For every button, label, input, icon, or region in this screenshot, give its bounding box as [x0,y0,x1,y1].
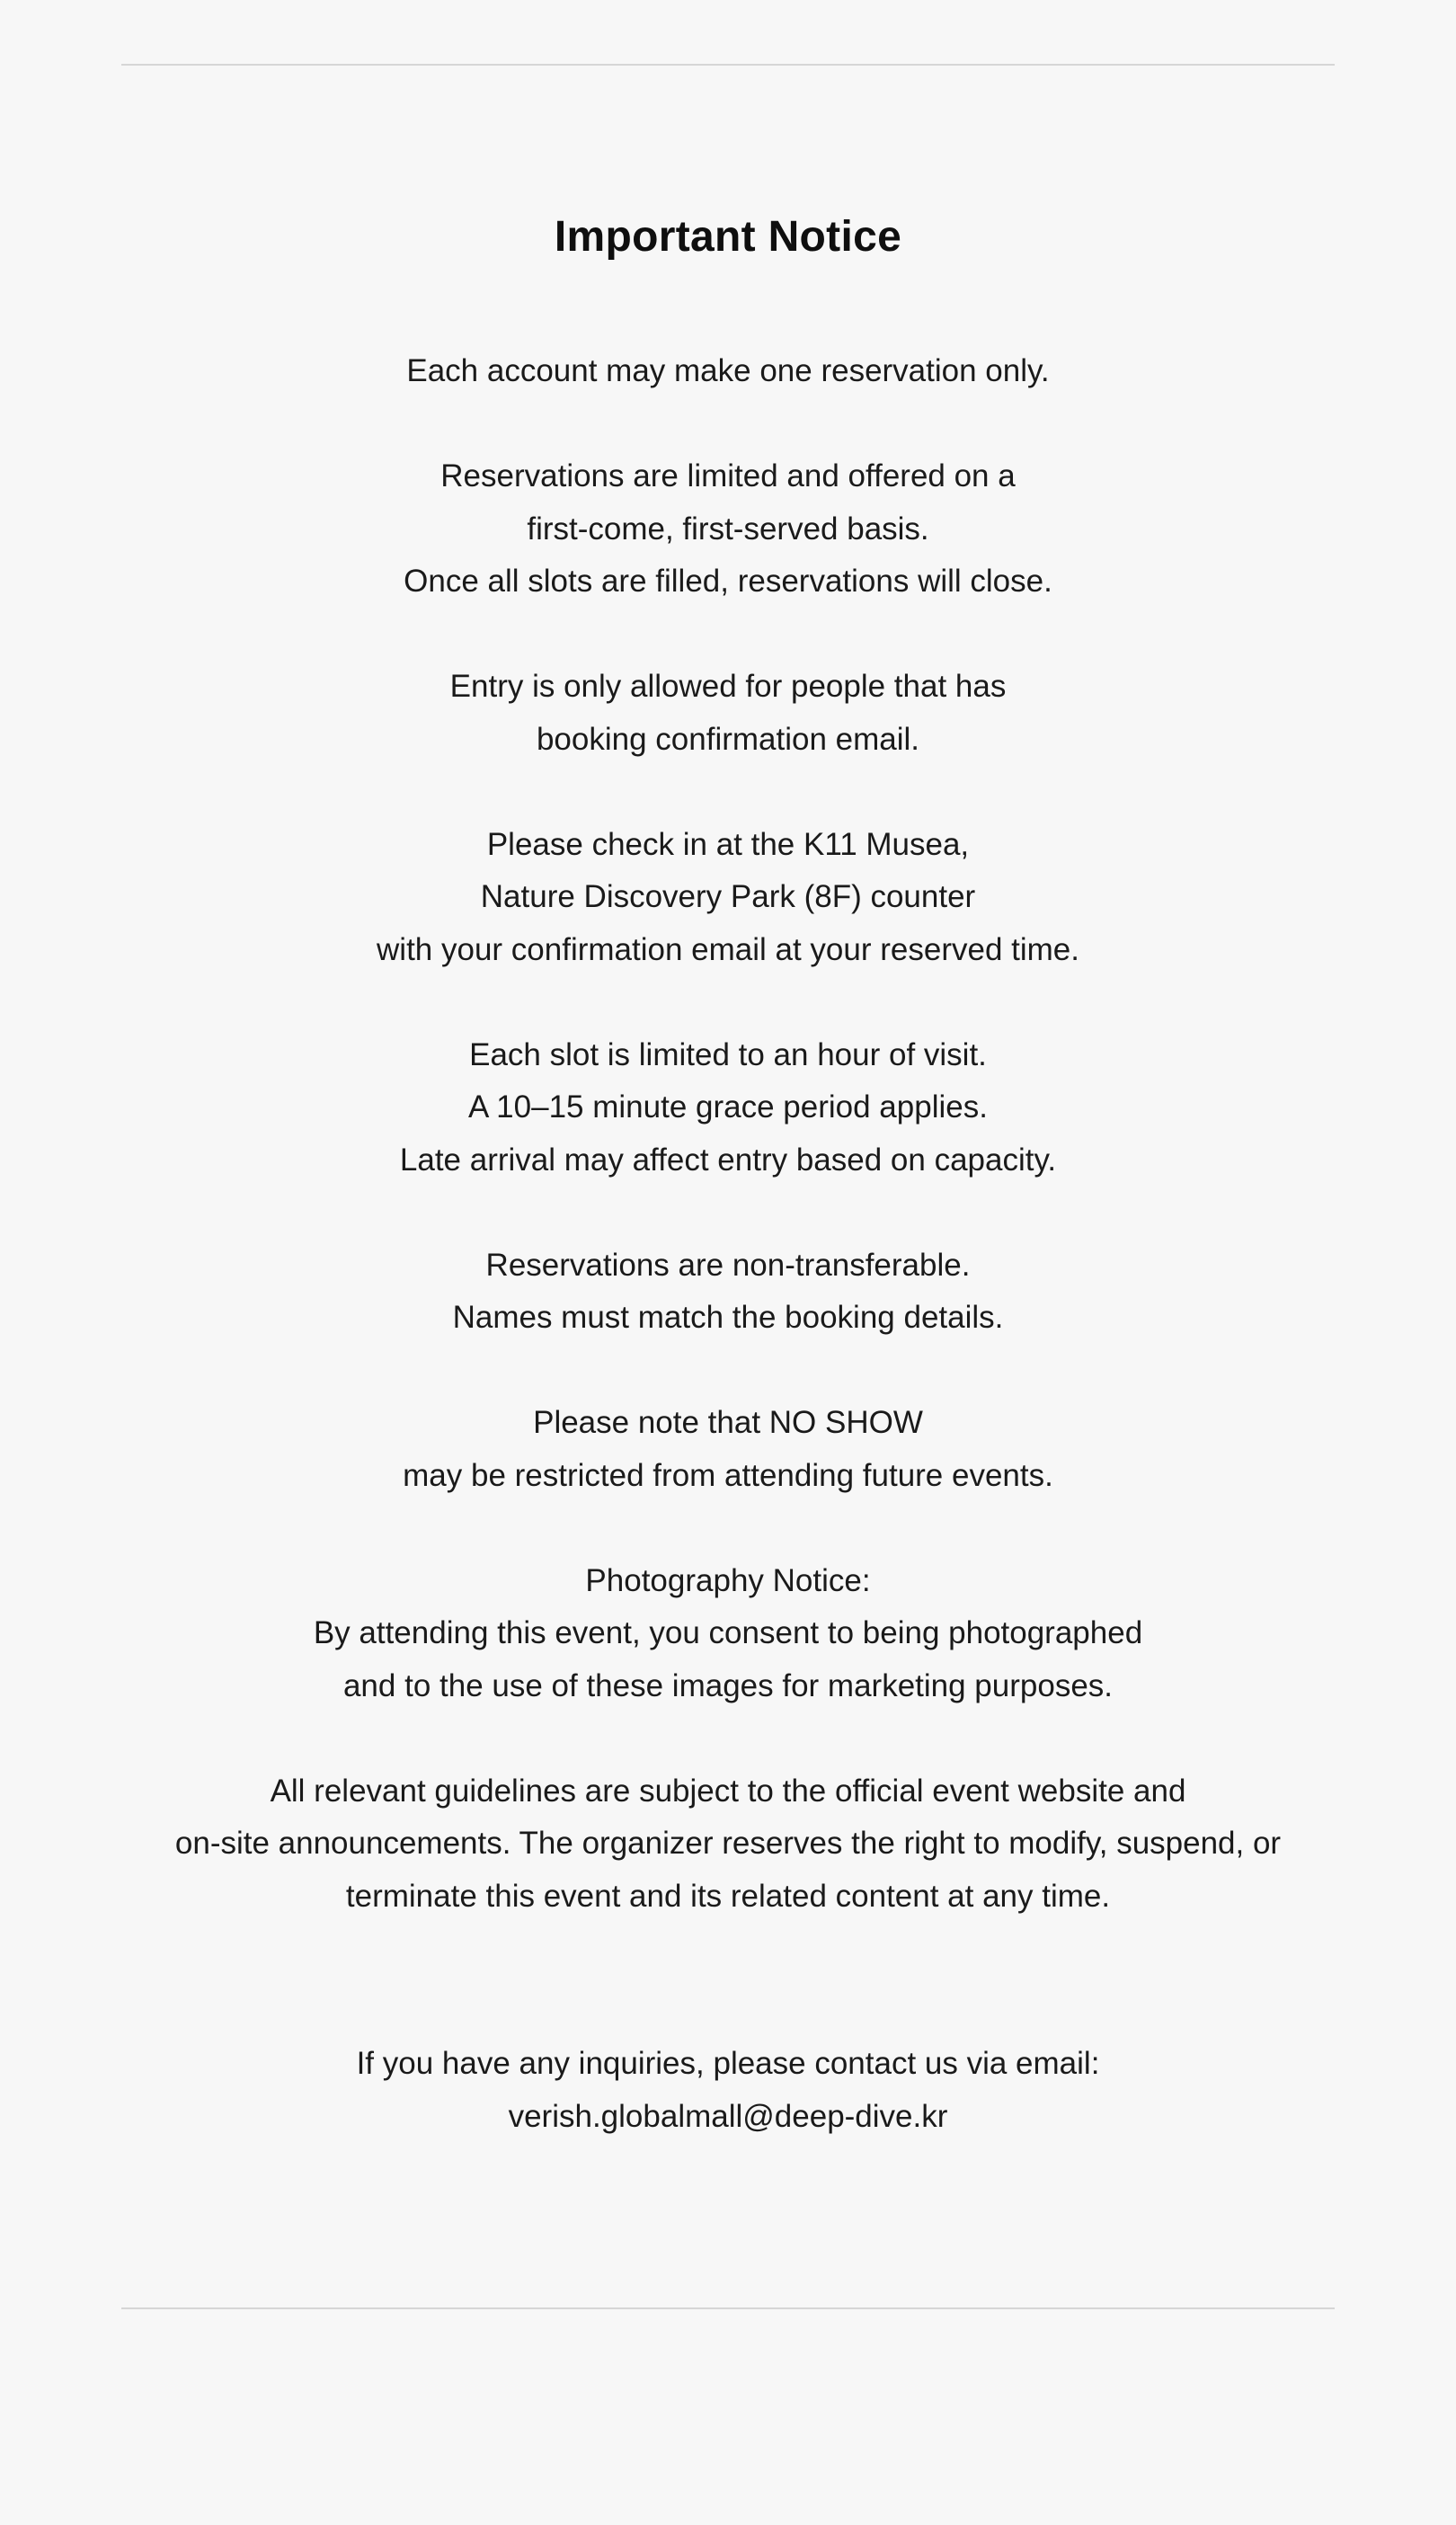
notice-paragraph-slot-duration [121,1029,1335,1187]
notice-line: Names must match the booking details. [452,1300,1004,1335]
notice-line: Late arrival may affect entry based on capacity. [399,1142,1057,1178]
notice-line: Reservations are limited and offered on a [440,458,1016,493]
notice-line: on-site announcements. The organizer reserves the right to modify, suspend, or [174,1826,1282,1861]
notice-line: Nature Discovery Park (8F) counter [480,879,976,914]
notice-paragraph-no-show [121,1397,1335,1502]
important-notice [121,205,1335,1976]
notice-paragraph-check-in [121,819,1335,977]
bottom-divider [121,2307,1335,2309]
top-divider [121,64,1335,66]
notice-line: first-come, first-served basis. [527,511,929,547]
notice-line: terminate this event and its related content at any time. [345,1878,1111,1914]
notice-line: Entry is only allowed for people that has [449,669,1007,704]
notice-paragraph-photography [121,1555,1335,1713]
notice-line: By attending this event, you consent to being photographed [313,1615,1143,1650]
notice-paragraph-entry [121,661,1335,766]
notice-title: Important Notice [554,213,902,261]
notice-line: Each slot is limited to an hour of visit. [469,1036,987,1072]
notice-line: may be restricted from attending future events. [403,1457,1053,1493]
notice-line: All relevant guidelines are subject to the official event website and [270,1773,1186,1809]
notice-paragraph-guidelines [121,1765,1335,1924]
notice-line: Please check in at the K11 Musea, [486,826,970,862]
contact-email-link[interactable]: verish.globalmall@deep-dive.kr [508,2098,948,2134]
notice-paragraph-account-limit [121,345,1335,398]
notice-line: with your confirmation email at your reserved time. [377,931,1079,967]
contact-section [121,2038,1335,2143]
notice-line: Please note that NO SHOW [533,1405,923,1440]
notice-line: Each account may make one reservation only. [406,353,1050,388]
notice-paragraph-first-come [121,450,1335,609]
notice-line: A 10–15 minute grace period applies. [468,1089,988,1125]
notice-line: Photography Notice: [585,1562,871,1598]
notice-paragraphs [121,345,1335,1923]
notice-line: Once all slots are filled, reservations will close. [404,564,1052,599]
notice-line: Reservations are non-transferable. [485,1247,971,1283]
contact-text: If you have any inquiries, please contact us via email: [356,2046,1100,2081]
notice-paragraph-non-transferable [121,1240,1335,1345]
notice-line: and to the use of these images for marketing purposes. [342,1667,1114,1703]
notice-line: booking confirmation email. [536,721,920,757]
